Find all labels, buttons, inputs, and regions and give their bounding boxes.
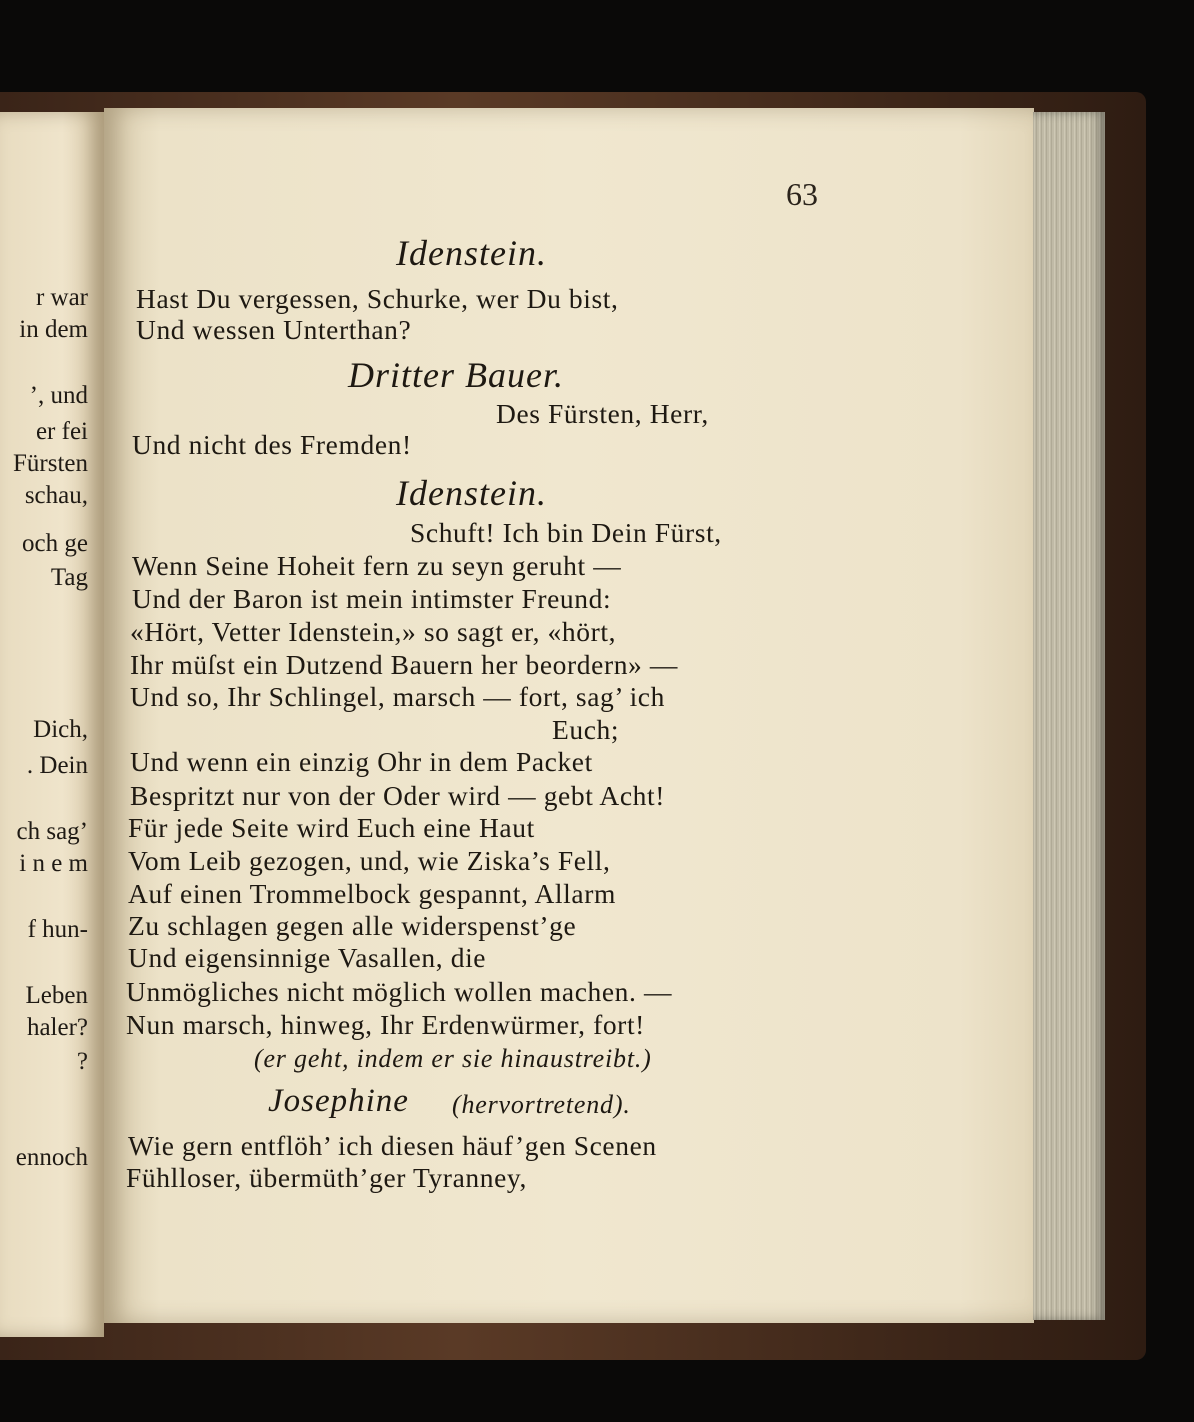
verse-line: «Hört, Vetter Idenstein,» so sagt er, «hört, [130,616,617,647]
verse-line: Des Fürsten, Herr, [496,398,709,429]
verse-line: Fühlloser, übermüth’ger Tyranney, [126,1162,527,1193]
verse-line: Hast Du vergessen, Schurke, wer Du bist, [136,283,619,314]
verse-line: Für jede Seite wird Euch eine Haut [128,812,535,843]
left-page-line: er fei [35,418,88,445]
left-page-line: Fürsten [13,450,88,477]
left-page-line: . Dein [26,752,88,779]
left-page-line: Dich, [33,716,88,743]
verse-line: Ihr müſst ein Dutzend Bauern her beordern» — [130,649,678,680]
verse-line: Und wessen Unterthan? [136,314,412,345]
verse-line: Und nicht des Fremden! [132,429,412,460]
left-page-line: ennoch [15,1144,88,1171]
page-number: 63 [786,176,818,212]
speaker-heading: Idenstein. [396,233,547,273]
verse-line: Bespritzt nur von der Oder wird — gebt Acht! [130,780,666,811]
left-page [0,112,104,1337]
left-page-line: ch sag’ [16,818,88,845]
verse-line: Nun marsch, hinweg, Ihr Erdenwürmer, fort! [126,1009,645,1040]
verse-line: Und eigensinnige Vasallen, die [128,942,487,973]
left-page-line: in dem [19,316,88,343]
speaker-heading: Dritter Bauer. [348,355,564,395]
left-page-line: och ge [22,530,88,557]
verse-line: Und so, Ihr Schlingel, marsch — fort, sag’ ich [130,681,665,712]
left-page-line: Leben [25,982,88,1009]
verse-line: Wie gern entflöh’ ich diesen häuf’gen Scenen [128,1130,657,1161]
left-page-line: r war [35,284,88,311]
verse-line: Unmögliches nicht möglich wollen machen. — [126,976,673,1007]
left-page-line: i n e m [19,850,88,877]
left-page-line: ? [76,1048,88,1075]
stage-direction: (er geht, indem er sie hinaustreibt.) [254,1044,652,1073]
left-page-line: schau, [24,482,88,509]
verse-line: Zu schlagen gegen alle widerspenst’ge [128,910,577,941]
verse-line: Und der Baron ist mein intimster Freund: [132,583,612,614]
left-page-line: ’, und [29,382,88,409]
verse-line: Vom Leib gezogen, und, wie Ziska’s Fell, [128,845,611,876]
verse-line: Auf einen Trommelbock gespannt, Allarm [128,878,616,909]
page-edge [1033,112,1105,1320]
verse-line: Euch; [552,714,620,745]
verse-line: Schuft! Ich bin Dein Fürst, [410,517,722,548]
left-page-line: f hun- [27,916,88,943]
left-page-line: haler? [26,1014,88,1041]
speaker-heading: Josephine [268,1083,409,1119]
verse-line: Wenn Seine Hoheit fern zu seyn geruht — [132,550,622,581]
speaker-heading: Idenstein. [396,473,547,513]
verse-line: Und wenn ein einzig Ohr in dem Packet [130,746,593,777]
left-page-line: Tag [50,564,88,591]
stage-direction: (hervortretend). [452,1090,631,1119]
